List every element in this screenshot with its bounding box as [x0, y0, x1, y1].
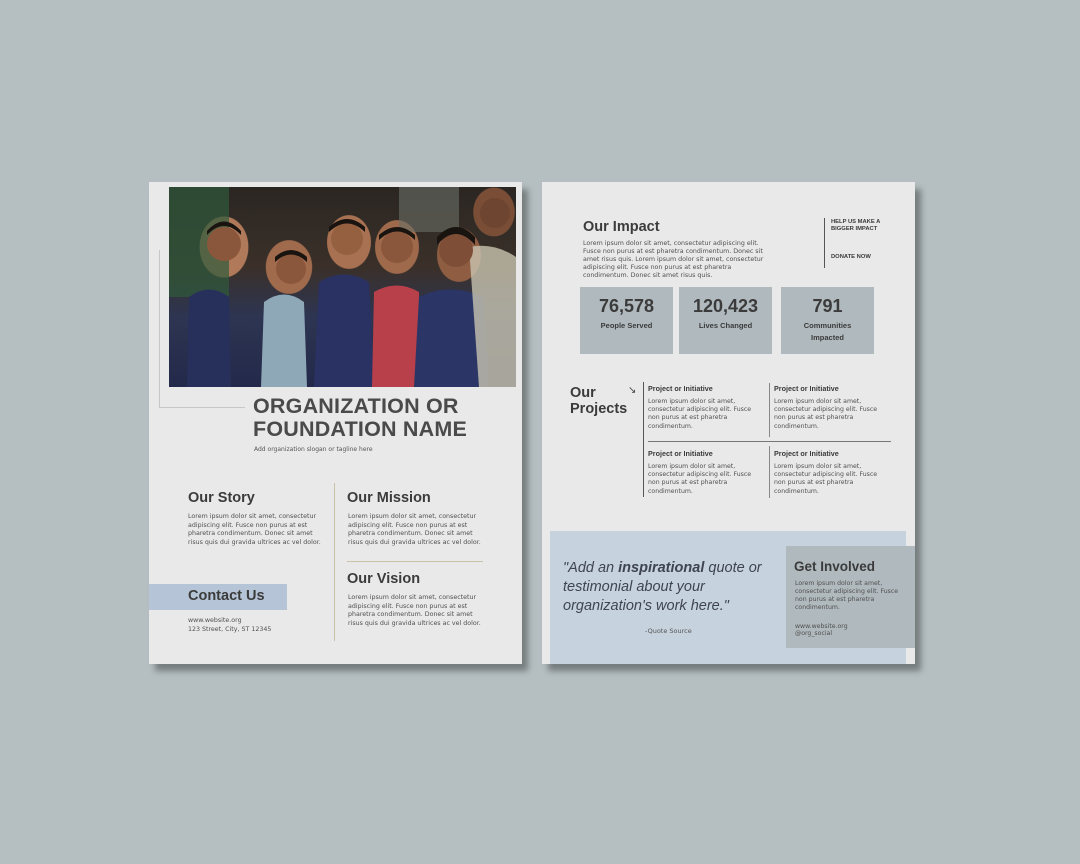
get-involved-heading: Get Involved [794, 559, 876, 574]
get-involved-website: www.website.org [795, 623, 848, 630]
decorative-vertical-line [159, 250, 160, 408]
contact-website: www.website.org [188, 617, 242, 624]
stat-label: Lives Changed [698, 321, 753, 330]
stat-number: 791 [812, 296, 843, 316]
project-item [774, 449, 884, 496]
testimonial-quote [563, 559, 773, 616]
project-body: Lorem ipsum dolor sit amet, consectetur adipiscing elit. Fusce non purus at est pharetra condimentum. [774, 463, 878, 495]
arrow-down-right-icon: ↘ [628, 385, 637, 396]
contact-address: 123 Street, City, ST 12345 [188, 626, 272, 633]
organization-name: ORGANIZATION OR FOUNDATION NAME [253, 394, 468, 441]
project-item [648, 449, 758, 496]
cta-divider [824, 218, 825, 268]
quote-source: -Quote Source [645, 627, 692, 635]
stat-card-lives-changed [679, 287, 772, 354]
column-divider [334, 483, 335, 641]
quote-part-2: quote or testimonial about your organization's work here." [563, 560, 762, 614]
project-body: Lorem ipsum dolor sit amet, consectetur adipiscing elit. Fusce non purus at est pharetra condimentum. [648, 398, 752, 430]
get-involved-body: Lorem ipsum dolor sit amet, consectetur adipiscing elit. Fusce non purus at est pharetra condimentum. [795, 580, 899, 612]
impact-heading: Our Impact [583, 219, 660, 235]
project-title: Project or Initiative [774, 384, 839, 393]
project-title: Project or Initiative [774, 449, 839, 458]
project-body: Lorem ipsum dolor sit amet, consectetur adipiscing elit. Fusce non purus at est pharetra condimentum. [774, 398, 878, 430]
stat-label: Communities Impacted [803, 321, 852, 342]
project-body: Lorem ipsum dolor sit amet, consectetur adipiscing elit. Fusce non purus at est pharetra condimentum. [648, 463, 752, 495]
project-title: Project or Initiative [648, 384, 713, 393]
get-involved-social: @org_social [795, 630, 833, 637]
projects-horizontal-divider [648, 441, 891, 442]
quote-emphasis: inspirational [618, 560, 705, 576]
project-item [648, 384, 758, 431]
vision-body: Lorem ipsum dolor sit amet, consectetur adipiscing elit. Fusce non purus at est pharetra condimentum. Donec sit amet risus quis dui gravida ultrices ac vel dolor. [348, 594, 481, 627]
stat-number: 120,423 [692, 296, 759, 316]
decorative-horizontal-line [159, 407, 245, 408]
photo-illustration [169, 187, 516, 387]
project-title: Project or Initiative [648, 449, 713, 458]
contact-heading: Contact Us [188, 588, 265, 604]
mission-heading: Our Mission [347, 490, 431, 506]
stat-card-communities-impacted [781, 287, 874, 354]
vision-heading: Our Vision [347, 571, 421, 587]
project-item [774, 384, 884, 431]
flyer-page-front [149, 182, 522, 664]
projects-vertical-divider [643, 382, 644, 497]
mission-body: Lorem ipsum dolor sit amet, consectetur adipiscing elit. Fusce non purus at est pharetra condimentum. Donec sit amet risus quis dui gravida ultrices ac vel dolor. [348, 513, 481, 546]
children-photo [169, 187, 516, 387]
stat-label: People Served [600, 321, 653, 330]
projects-column-divider [769, 446, 770, 498]
cta-donate-text: DONATE NOW [831, 254, 871, 260]
tagline: Add organization slogan or tagline here [254, 446, 373, 453]
projects-heading: Our Projects [570, 385, 628, 417]
story-heading: Our Story [188, 490, 255, 506]
projects-column-divider [769, 383, 770, 437]
story-body: Lorem ipsum dolor sit amet, consectetur adipiscing elit. Fusce non purus at est pharetra condimentum. Donec sit amet risus quis dui gravida ultrices ac vel dolor. [188, 513, 321, 546]
quote-part-1: "Add an [563, 560, 619, 576]
cta-help-text: HELP US MAKE A BIGGER IMPACT [831, 219, 881, 232]
mission-vision-divider [347, 561, 483, 562]
impact-body: Lorem ipsum dolor sit amet, consectetur adipiscing elit. Fusce non purus at est pharetra condimentum. Donec sit amet risus quis. Lorem ipsum dolor sit amet, consectetur adipiscing elit. Fusce non purus at est pharetra condimentum. Donec sit amet risus quis. [583, 240, 764, 280]
stat-number: 76,578 [598, 296, 655, 316]
stat-card-people-served [580, 287, 673, 354]
flyer-page-back [542, 182, 915, 664]
